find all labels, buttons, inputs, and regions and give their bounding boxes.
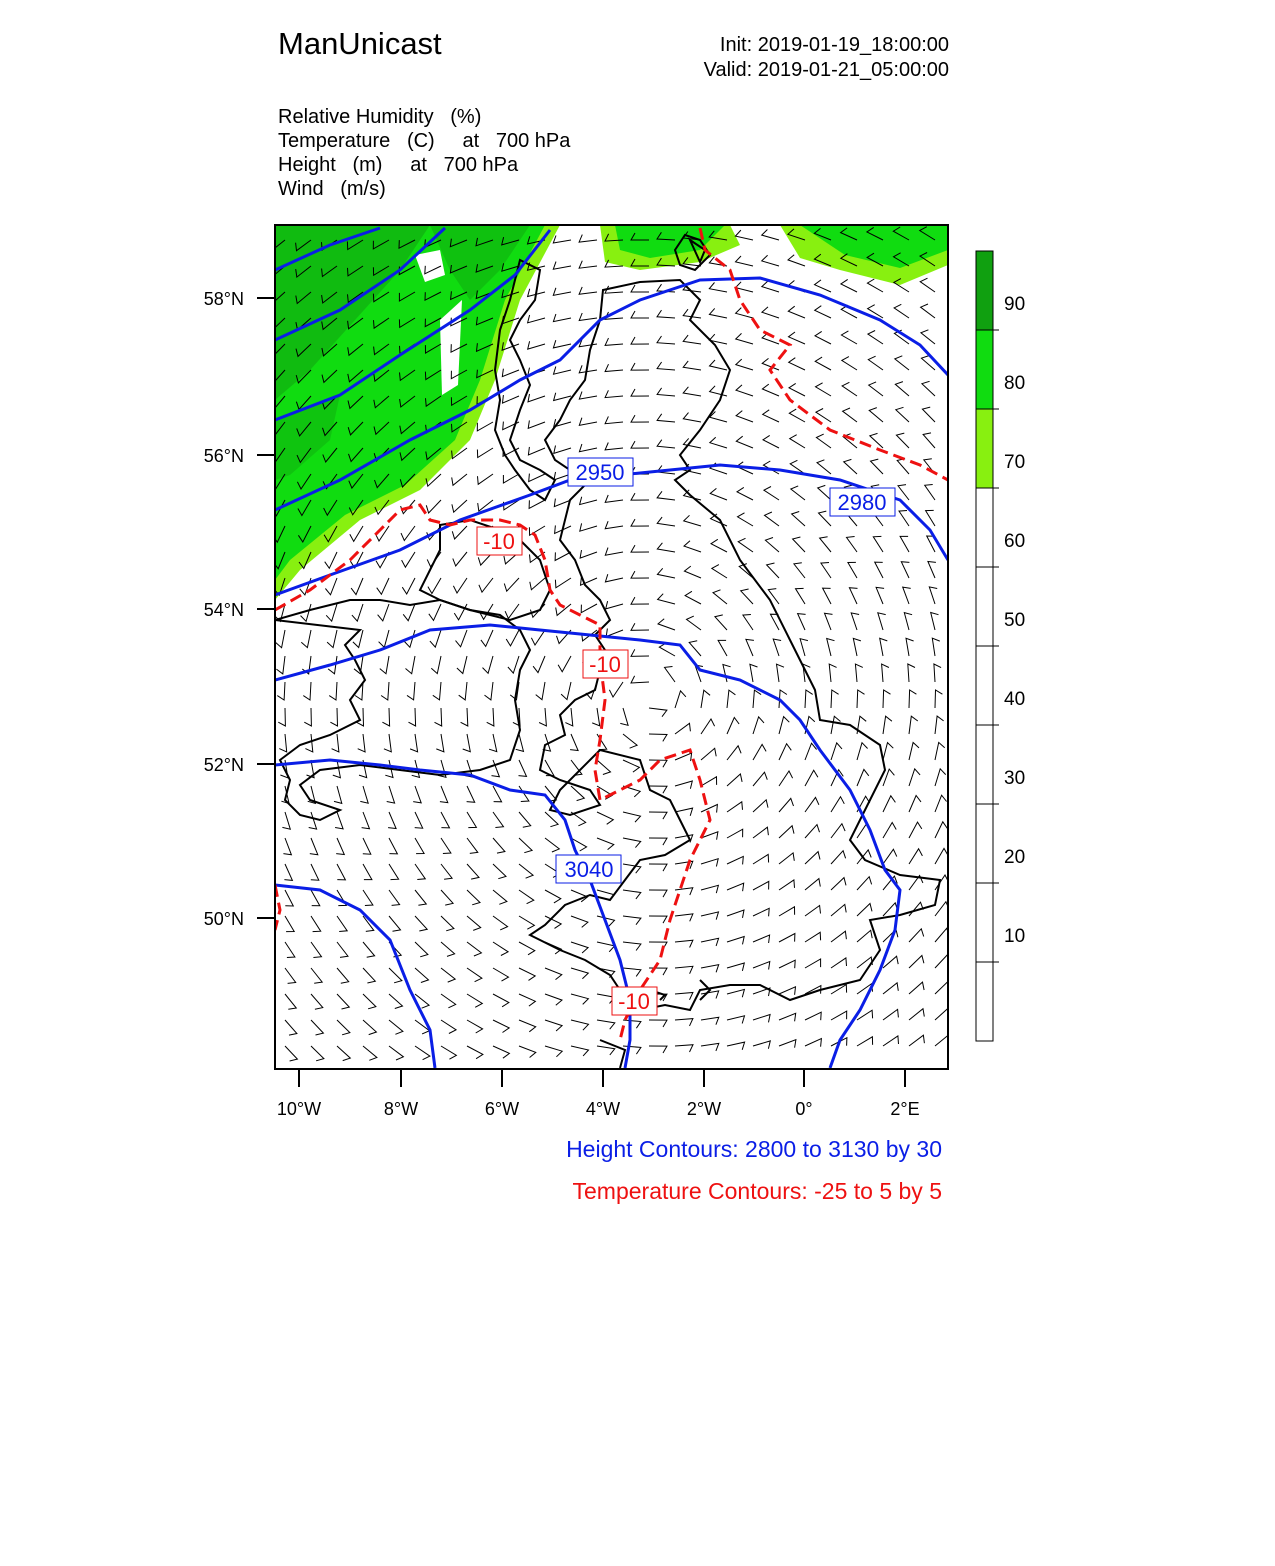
field-relative-humidity: Relative Humidity (%) xyxy=(278,106,482,128)
height-label: 2980 xyxy=(837,490,887,515)
colorbar-label: 90 xyxy=(1004,294,1026,315)
lon-label: 0° xyxy=(795,1099,813,1119)
lon-label: 2°E xyxy=(890,1099,920,1119)
field-wind: Wind (m/s) xyxy=(278,178,386,200)
lat-label: 54°N xyxy=(203,600,244,620)
colorbar-box xyxy=(976,488,993,567)
colorbar-box xyxy=(976,330,993,409)
colorbar-box xyxy=(976,725,993,804)
colorbar-label: 80 xyxy=(1004,373,1026,394)
temperature-label: -10 xyxy=(589,652,621,677)
colorbar-box xyxy=(976,883,993,962)
colorbar-box xyxy=(976,804,993,883)
init-time: Init: 2019-01-19_18:00:00 xyxy=(719,34,949,56)
colorbar-box xyxy=(976,409,993,488)
lat-label: 50°N xyxy=(203,909,244,929)
field-height: Height (m) at 700 hPa xyxy=(278,154,519,176)
colorbar-label: 10 xyxy=(1004,926,1026,947)
colorbar-label: 40 xyxy=(1004,689,1026,710)
height-label: 3040 xyxy=(564,857,614,882)
field-temperature: Temperature (C) at 700 hPa xyxy=(278,130,571,152)
contour-labels xyxy=(477,458,895,1015)
lon-label: 2°W xyxy=(686,1099,722,1119)
temperature-label: -10 xyxy=(483,529,515,554)
chart-title: ManUnicast xyxy=(278,26,442,61)
colorbar-label: 20 xyxy=(1004,847,1026,868)
lon-label: 4°W xyxy=(585,1099,621,1119)
lat-label: 56°N xyxy=(203,446,244,466)
temperature-contours-caption: Temperature Contours: -25 to 5 by 5 xyxy=(572,1178,942,1204)
valid-time: Valid: 2019-01-21_05:00:00 xyxy=(703,59,949,81)
height-label: 2950 xyxy=(575,460,625,485)
humidity-colorbar xyxy=(976,251,1025,1041)
lat-label: 58°N xyxy=(203,289,244,309)
temperature-label: -10 xyxy=(618,989,650,1014)
lon-label: 10°W xyxy=(276,1099,322,1119)
longitude-axis xyxy=(277,1069,920,1119)
humidity-shading xyxy=(275,225,948,600)
colorbar-box xyxy=(976,646,993,725)
colorbar-box xyxy=(976,251,993,330)
lat-label: 52°N xyxy=(203,755,244,775)
colorbar-box xyxy=(976,962,993,1041)
lon-label: 8°W xyxy=(383,1099,419,1119)
latitude-axis xyxy=(204,289,275,929)
colorbar-label: 70 xyxy=(1004,452,1026,473)
colorbar-label: 50 xyxy=(1004,610,1026,631)
lon-label: 6°W xyxy=(484,1099,520,1119)
colorbar-label: 60 xyxy=(1004,531,1026,552)
colorbar-label: 30 xyxy=(1004,768,1026,789)
colorbar-box xyxy=(976,567,993,646)
height-contours-caption: Height Contours: 2800 to 3130 by 30 xyxy=(566,1136,942,1162)
